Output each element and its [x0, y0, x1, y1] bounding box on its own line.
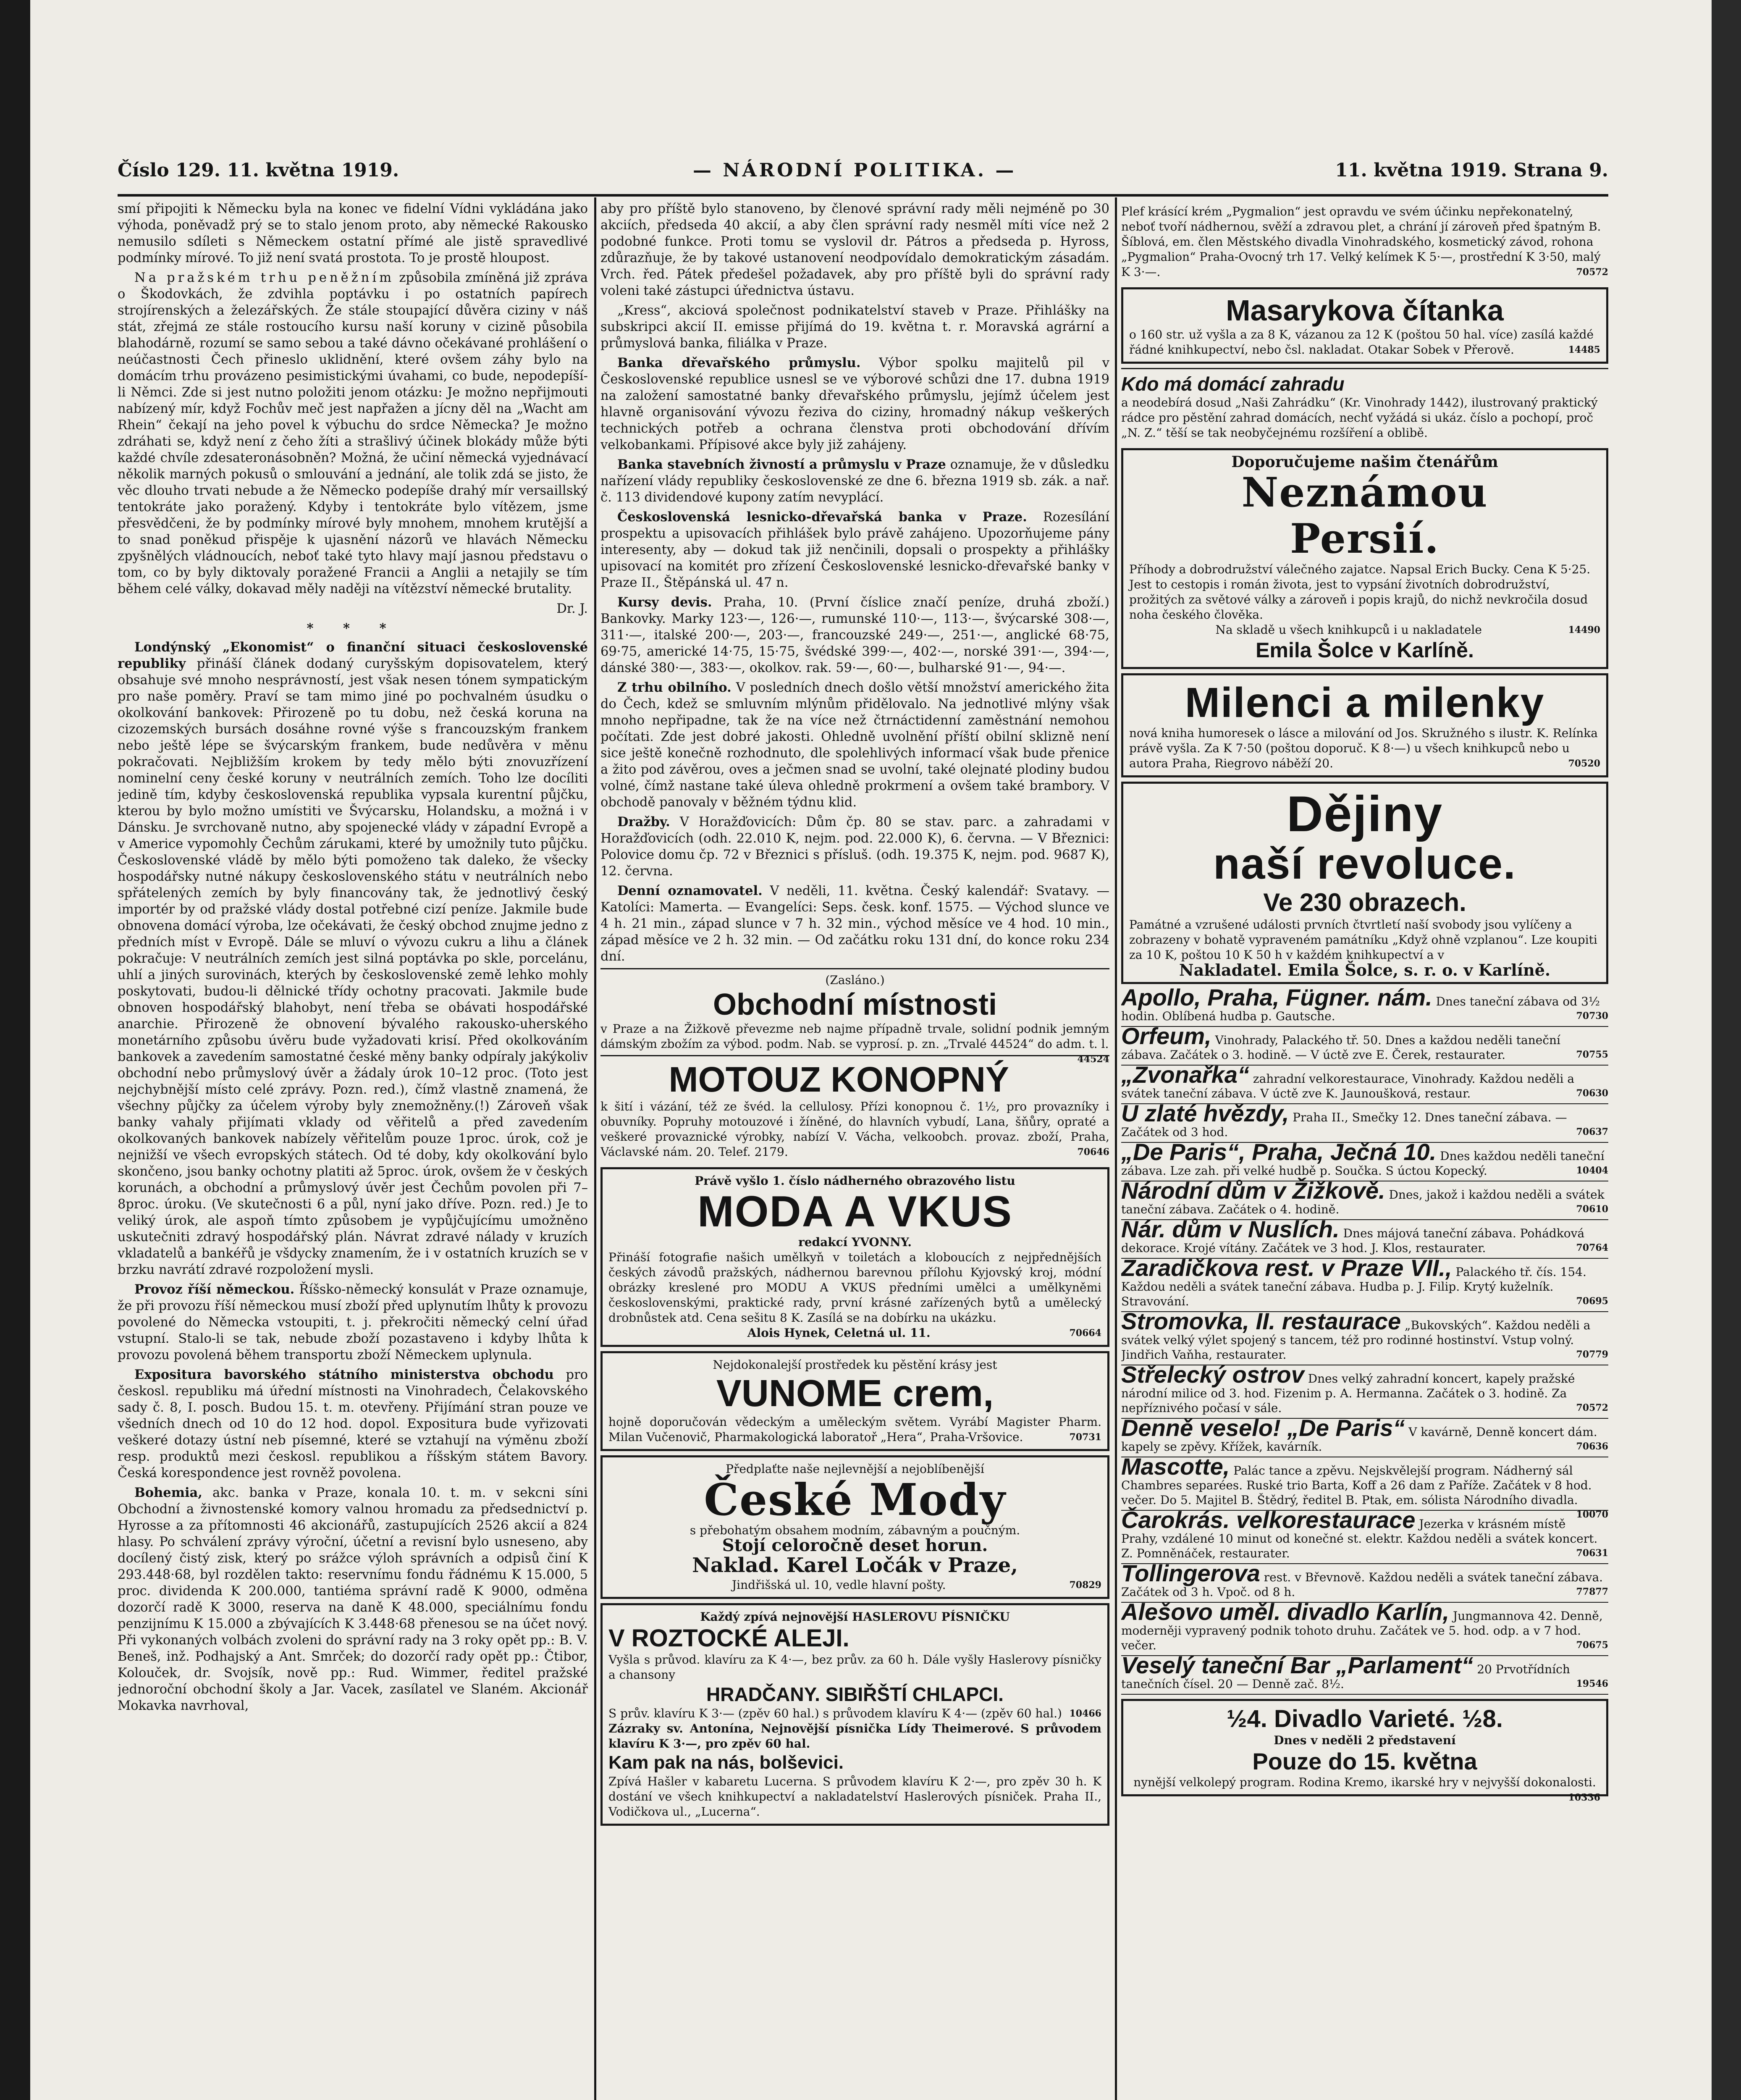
listing-ref: 70610: [1576, 1204, 1608, 1215]
article-bohemia-text: akc. banka v Praze, konala 10. t. m. v sekcni síni Obchodní a živnostenské komory valnou hromadu za předsednictví p. Hyrosse a za přítomnosti 46 akcionářů, zastupujících 2526 akcií a 824 hlasy. Po schválení zprávy výroční, účetní a revisní bylo usneseno, aby docílený čistý zisk, který po srážce výloh správních a odpisů činí K 293.448·68, byl rozdělen takto: reservnímu fondu řádnému K 15.000, 5 proc. dividenda K 200.000, tantiéma správní radě K 9000, odměna dozorčí radě K 3000, reserva na daně K 48.000, speciálnímu fondu penzijnímu K 15.000 a zbývajících K 3.448·68 přenesou se na účet nový. Při vykonaných volbách zvoleni do správní rady na 3 roky opět pp.: B. V. Beneš, inž. Podhajský a Ant. Smrček; do dozorčí rady opět pp.: Čtibor, Kolouček, dr. Svojsík, nově pp.: Rud. Wimmer, ředitel pražské jednoroční obchodní školy a Jar. Vacek, zasílatel ve Slaném. Akcionář Mokavka navrhoval,: [118, 1486, 588, 1713]
ad-text: [600, 1021, 1109, 1065]
article-economist-lead: Londýnský „Ekonomist“ o finanční situaci československé republiky: [118, 640, 588, 671]
article-continuation: smí připojiti k Německu byla na konec ve fidelní Vídni vykládána jako výhoda, poněvadž prý se to stalo jenom proto, aby německé Rakousko nemusilo sdíleti s Německem ostatní přímé ale jistě spravedlivé podmínky mírové. To již není svatá prostota. To je prostě hloupost.: [118, 202, 588, 265]
listing-ref: 70779: [1576, 1349, 1608, 1360]
article-bavarian: [118, 1367, 588, 1481]
ad-publisher: Na skladě u všech knihkupců i u nakladatele: [1215, 623, 1482, 637]
ad-persie: [1121, 448, 1608, 669]
article-grain-text: V posledních dnech došlo větší množství amerického žita do Čech, kdež se smluvním mlýnům přidělovalo. Na jednotlivé mlýny však mnoho nepřipadne, tak že na více než čtrnáctidenní zaměstnání nemohou počítati. Zde jest dobré jakosti. Ohledně uvolnění příští obilní sklizně není sice ještě konečně rozhodnuto, dle spolehlivých informací však bude přenice a žito pod závěrou, oves a ječmen snad se uvolní, také olejnaté plodiny budou volné, čímž nastane také úleva ohledně prokrmení a ovšem také brambory. V obchodě panovaly v běžném týdnu klid.: [600, 680, 1109, 810]
listing-text: Dnes, jakož i každou neděli a svátek taneční zábava. Začátek o 4. hodině.: [1121, 1188, 1605, 1216]
ad-title-2: naší revoluce.: [1213, 840, 1516, 888]
ad-ref: 70572: [1576, 267, 1608, 278]
listing-name: „Zvonařka“: [1121, 1061, 1249, 1088]
article-market: [118, 270, 588, 597]
section-separator: * * *: [307, 621, 399, 636]
ad-publisher: [608, 1326, 1101, 1341]
ad-ref: 10336: [1568, 1792, 1600, 1803]
listing-text: „Bukovských“. Každou neděli a svátek velký výlet spojený s tancem, též pro rodinné hostinství. Vstup volný. Jindřich Vaňha, restaurater.: [1121, 1318, 1591, 1362]
listing-ref: 70630: [1576, 1088, 1608, 1099]
ad-masarykova: [1121, 287, 1608, 364]
listing-entry: [1121, 1100, 1608, 1143]
listing-ref: 77877: [1576, 1586, 1608, 1597]
column-rule-2: [1115, 197, 1117, 2100]
ad-ref: 70646: [1077, 1147, 1109, 1158]
listing-text: zahradní velkorestaurace, Vinohrady. Každou neděli a svátek taneční zábava. V úctě zve K. Jaunoušková, restaur.: [1121, 1072, 1575, 1100]
listing-entry: [1121, 1560, 1608, 1603]
ad-milenci: [1121, 673, 1608, 777]
ad-ref: 70664: [1069, 1328, 1101, 1339]
ad-hemp-twine: [600, 1055, 1109, 1163]
ad-ref: 70829: [1069, 1580, 1101, 1591]
listing-ref: 10404: [1576, 1165, 1608, 1176]
ad-price: Stojí celoročně deset horun.: [722, 1536, 988, 1555]
ad-publisher: Nakladatel. Emila Šolce, s. r. o. v Karlíně.: [1179, 961, 1551, 979]
ad-varieté: [1121, 1699, 1608, 1803]
page-header: [118, 160, 1608, 189]
ad-body: Přináší fotografie našich umělkyň v toiletách a kloboucích z nejpřednějších českých závodů pražských, nádhernou barevnou přílohu Kyjovský kroj, módní obrázky kreslené pro MODU A VKUS předními umělci a umělkyněmi československými, praktické rady, první krásné zařízených bytů a umělecký drobnůstek atd. Cena sešitu 8 K. Zasílá se na dobírku na ukázku.: [608, 1250, 1101, 1325]
article-forestry-bank-text: Rozesílání prospektu a upisovacích přihlášek bylo právě zahájeno. Upozorňujeme pány interesenty, aby — dokud tak již nenčinili, dopsali o prospekty a přihlášky upisovací na komitét pro zřízení Československé lesnicko-dřevařské banky v Praze II., Štěpánská ul. 47 n.: [600, 510, 1109, 590]
scan-edge-left: [0, 0, 30, 2100]
ad-text: [1129, 726, 1600, 771]
ad-shop-premises: [600, 968, 1109, 1065]
ad-title: Milenci a milenky: [1185, 679, 1545, 726]
article-forestry-bank: [600, 509, 1109, 591]
listing-entry: [1121, 984, 1608, 1027]
entertainment-listings: [1121, 984, 1608, 1695]
listing-entry: [1121, 1308, 1608, 1365]
article-exchange-lead: Kursy devis.: [617, 595, 712, 610]
article-calendar: [600, 883, 1109, 965]
ad-body: nová kniha humoresek o lásce a milování od Jos. Skružného s ilustr. K. Relínka právě vyšla. Za K 7·50 (poštou doporuč. K 8·—) u všech knihkupců nebo u autora Praha, Riegrovo náběží 20.: [1129, 726, 1598, 770]
article-forestry-bank-lead: Československá lesnicko-dřevařská banka v Praze.: [617, 509, 1027, 525]
listing-text: V kavárně, Denně koncert dám. kapely se zpěvy. Křížek, kavárník.: [1121, 1425, 1597, 1454]
article-bohemia-lead: Bohemia,: [134, 1485, 202, 1500]
listing-entry: [1121, 1023, 1608, 1066]
listing-entry: [1121, 1415, 1608, 1457]
listing-ref: 70631: [1576, 1548, 1608, 1559]
ad-text: [1129, 327, 1600, 357]
listing-ref: 70755: [1576, 1049, 1608, 1060]
ad-pygmalion: [1121, 201, 1608, 283]
listing-name: „De Paris“, Praha, Ječná 10.: [1121, 1139, 1437, 1165]
article-transit: [118, 1281, 588, 1363]
ad-address-line: [608, 1578, 1101, 1593]
listing-entry: [1121, 1507, 1608, 1564]
listing-entry: [1121, 1139, 1608, 1181]
ad-editor: redakcí YVONNY.: [798, 1235, 912, 1249]
ad-title-1: Neznámou: [1241, 469, 1488, 516]
article-building-bank: [600, 457, 1109, 506]
listing-ref: 70637: [1576, 1126, 1608, 1137]
ad-body: Příhody a dobrodružství válečného zajatce. Napsal Erich Bucky. Cena K 5·25. Jest to cestopis i román života, jest to vypsání životních dobrodružství, prožitých za světové války a zároveň i popis krajů, do nichž nevkročila dosud noha českého člověka.: [1129, 562, 1591, 622]
ad-headline: Pouze do 15. května: [1252, 1748, 1477, 1774]
listing-name: Orfeum,: [1121, 1023, 1211, 1049]
ad-title: České Mody: [704, 1474, 1006, 1525]
ad-text: [600, 1099, 1109, 1160]
ad-text: [608, 1415, 1101, 1445]
ad-vunome: [600, 1351, 1109, 1451]
listing-entry: [1121, 1361, 1608, 1419]
ad-address: Jindřišská ul. 10, vedle hlavní pošty.: [732, 1578, 946, 1592]
listing-ref: 19546: [1576, 1678, 1608, 1689]
listing-name: Apollo, Praha, Fügner. nám.: [1121, 984, 1432, 1011]
ad-ref: 14485: [1568, 344, 1600, 355]
ad-top: Právě vyšlo 1. číslo nádherného obrazového listu: [695, 1174, 1015, 1188]
ad-title: Kdo má domácí zahradu: [1121, 373, 1345, 395]
listing-name: Střelecký ostrov: [1121, 1361, 1304, 1388]
listing-name: Čarokrás. velkorestaurace: [1121, 1507, 1416, 1533]
header-issue-date: [118, 160, 399, 181]
listing-text: Dnes májová taneční zábava. Pohádková dekorace. Krojé vítány. Začátek ve 3 hod. J. Klos, restaurater.: [1121, 1226, 1585, 1255]
ad-text-e: Kam pak na nás, bolševici.: [608, 1752, 844, 1773]
article-market-lead: Na pražském trhu peněžním: [134, 270, 395, 285]
article-exchange-text: Praha, 10. (První číslice značí peníze, druhá zboží.) Bankovky. Marky 123·—, 126·—, rumunské 110·—, 113·—, švýcarské 308·—, 311·—, italské 200·—, 203·—, francouzské 249·—, 251·—, anglické 68·75, 69·75, americké 14·75, 15·75, švédské 399·—, 402·—, norské 391·—, 394·—, dánské 380·—, 383·—, okolkov. rak. 59·—, 60·—, bulharské 91·—, 94·—.: [600, 595, 1109, 675]
ad-title: MOTOUZ KONOPNÝ: [669, 1060, 1009, 1099]
header-right: [1335, 160, 1608, 181]
article-calendar-text: V neděli, 11. května. Český kalendář: Svatavy. — Katolíci: Mamerta. — Evangelíci: Seps. česk. konf. 1575. — Východ slunce ve 4 h. 21 min., západ slunce v 7 h. 32 min., východ měsíce ve 4 hod. 10 min., západ měsíce ve 2 h. 32 min. — Od začátku roku 131 dní, do konce roku 234 dní.: [600, 884, 1109, 964]
ad-text-f: Zpívá Hašler v kabaretu Lucerna. S průvodem klavíru K 2·—, pro zpěv 30 h. K dostání ve všech knihkupectví a nakladatelství Haslerových písniček. Praha II., Vodičkova ul., „Lucerna“.: [608, 1774, 1101, 1819]
ad-title-1: Dějiny: [1286, 786, 1443, 842]
listing-name: Denně veselo! „De Paris“: [1121, 1415, 1405, 1441]
ad-body: Plef krásící krém „Pygmalion“ jest opravdu ve svém účinku nepřekonatelný, neboť tvoří nádhernou, svěží a zdravou plet, a chrání jí zároveň před špatným B. Šíblová, em. člen Městského divadla Vinohradského, kosmetický závod, rohona „Pygmalion“ Praha-Ovocný trh 17. Velký kelímek K 5·—, prostřední K 3·50, malý K 3·—.: [1121, 205, 1601, 279]
ad-top: Každý zpívá nejnovější HASLEROVU PÍSNIČKU: [700, 1610, 1010, 1624]
ad-body: a neodebírá dosud „Naši Zahrádku“ (Kr. Vinohrady 1442), ilustrovaný praktický rádce pro pěstění zahrad domácích, nechť vyžádá si ukáz. číslo a pochopí, proč „N. Z.“ těší se tak neobyčejnému rozšíření a oblibě.: [1121, 396, 1598, 440]
ad-publisher: Naklad. Karel Ločák v Praze,: [692, 1554, 1018, 1577]
ad-publisher-2: Emila Šolce v Karlíně.: [1256, 638, 1474, 662]
right-column: [1121, 201, 1608, 2100]
article-building-bank-text: oznamuje, že v důsledku nařízení vlády republiky československé ze dne 6. března 1919 sb. zák. a nař. č. 113 dividendové kupony zatím nevyplácí.: [600, 457, 1109, 505]
ad-publisher-name: Alois Hynek, Celetná ul. 11.: [747, 1326, 931, 1340]
ad-sub: Dnes v neděli 2 představení: [1274, 1733, 1456, 1747]
article-bohemia: [118, 1485, 588, 1714]
listing-text: Dnes každou neděli taneční zábava. Lze zah. při velké hudbě p. Součka. S úctou Kopecký.: [1121, 1149, 1605, 1178]
middle-column: [600, 201, 1109, 2100]
ad-moda-a-vkus: [600, 1167, 1109, 1347]
listing-name: Alešovo uměl. divadlo Karlín,: [1121, 1599, 1450, 1625]
ad-title: Obchodní místnosti: [713, 988, 997, 1021]
ad-ref: 70731: [1069, 1432, 1101, 1443]
ad-ref: 14490: [1568, 625, 1600, 635]
ad-garden: [1121, 368, 1608, 444]
ad-title: Masarykova čítanka: [1226, 294, 1504, 327]
listing-ref: 70730: [1576, 1011, 1608, 1021]
article-wood-bank-text: Výbor spolku majitelů pil v Československé republice usnesl se ve výborové schůzi dne 17. dubna 1919 na založení samostatné banky dřevařského průmyslu, jejímž účelem jest hlavně organisování vývozu řeziva do ciziny, hromadný nákup veškerých technických potřeb a ochrana členstva proti obchodování dřívím velkobankami. Přípisové akce byly již zahájeny.: [600, 356, 1109, 452]
ad-ceske-mody: [600, 1455, 1109, 1599]
article-calendar-lead: Denní oznamovatel.: [617, 883, 763, 898]
listing-text: Dnes velký zahradní koncert, kapely pražské národní milice od 3. hod. Fizenim p. A. Hermanna. Začátek o 3. hodině. Za nepříznivého počasí v sále.: [1121, 1372, 1575, 1415]
article-grain: [600, 680, 1109, 811]
article-auctions: [600, 814, 1109, 879]
ad-title-3: Ve 230 obrazech.: [1263, 888, 1466, 916]
listing-ref: 70675: [1576, 1640, 1608, 1651]
listing-text: 20 Prvotřídních tanečních čísel. 20 — Denně zač. 8½.: [1121, 1662, 1570, 1691]
ad-title: VUNOME crem,: [716, 1373, 994, 1415]
ad-text-a: Vyšla s průvod. klavíru za K 4·—, bez prův. za 60 h. Dále vyšly Haslerovy písničky a chansony: [608, 1653, 1101, 1682]
listing-text: Dnes taneční zábava od 3½ hodin. Oblíbená hudba p. Gautsche.: [1121, 995, 1600, 1023]
listing-name: Zaradičkova rest. v Praze VII.,: [1121, 1255, 1452, 1281]
article-signature: Dr. J.: [556, 601, 588, 616]
ad-ref: 70520: [1568, 758, 1600, 769]
listing-text: Jungmannova 42. Denně, moderněji vypravený podnik tohoto druhu. Začátek ve 5. hod. odp. a v 7 hod. večer.: [1121, 1609, 1603, 1652]
article-bavarian-lead: Expositura bavorského státního ministerstva obchodu: [134, 1367, 554, 1382]
ad-ref: 44524: [1077, 1054, 1109, 1065]
article-building-bank-lead: Banka stavebních živností a průmyslu v Praze: [617, 457, 946, 472]
listing-entry: [1121, 1177, 1608, 1220]
listing-text: Palác tance a zpěvu. Nejskvělejší program. Nádherný sál Chambres separées. Ruské trio Barta, Koff a 26 dam z Paříže. Začátek v 8 hod. večer. Do 5. Majitel B. Štědrý, ředitel B. Ptak, em. sólista Národního divadla.: [1121, 1464, 1592, 1507]
ad-text-c: S prův. klavíru K 3·— (zpěv 60 hal.) s průvodem klavíru K 4·— (zpěv 60 hal.): [608, 1706, 1062, 1720]
masthead: — NÁRODNÍ POLITIKA. —: [693, 160, 1017, 181]
listing-entry: [1121, 1216, 1608, 1259]
ad-body: k šití i vázání, též ze švéd. la cellulosy. Přízi konopnou č. 1½, pro provazníky i obuvníky. Popruhy motouzové i žíněné, do hlavních vybudí, Lana, šňůry, opraté a veškeré provaznické výrobky, nabízí V. Vácha, velkoobch. provaz. zboží, Praha, Václavské nám. 20. Telef. 2179.: [600, 1100, 1109, 1159]
listing-ref: 10070: [1576, 1509, 1608, 1520]
article-transit-text: Říšsko-německý konsulát v Praze oznamuje, že při provozu říší německou musí zboží před uplynutím lhůty k provozu povolené do Německa vstoupiti, t. j. překročiti německý celní úřad vstupní. Stalo-li se tak, nebude zboží pozastaveno i kdyby lhůta k provozu povolená během transportu zboží Německem uplynula.: [118, 1282, 588, 1362]
listing-entry: [1121, 1061, 1608, 1104]
ad-top: Doporučujeme našim čtenářům: [1231, 453, 1498, 471]
listing-name: Národní dům v Žižkově.: [1121, 1177, 1385, 1204]
ad-title: MODA A VKUS: [697, 1187, 1012, 1236]
listing-name: Veselý taneční Bar „Parlament“: [1121, 1652, 1474, 1678]
ad-top: Nejdokonalejší prostředek ku pěstění krásy jest: [713, 1358, 997, 1372]
listing-text: Praha II., Smečky 12. Dnes taneční zábava. — Začátek od 3 hod.: [1121, 1110, 1567, 1139]
scan-edge-right: [1712, 0, 1741, 2100]
listing-text: Palackého tř. čís. 154. Každou neděli a svátek taneční zábava. Hudba p. J. Filip. Krytý kuželník. Stravování.: [1121, 1265, 1586, 1308]
ad-publisher-line: [1129, 622, 1600, 638]
listing-ref: 70695: [1576, 1296, 1608, 1307]
listing-name: Mascotte,: [1121, 1453, 1230, 1480]
ad-dejiny-revoluce: [1121, 782, 1608, 984]
listing-entry: [1121, 1652, 1608, 1695]
ad-title: V ROZTOCKÉ ALEJI.: [608, 1625, 850, 1652]
column-rule-1: [594, 197, 596, 2100]
article-economist-text: přináší článek dodaný curyšským dopisovatelem, který obsahuje své mnoho nesprávností, jest však nesen tónem sympatickým pro naše poměry. Praví se tam mimo jiné po pochvalném úsudku o okolkování bankovek: Přirozeně po tu dobu, než česká koruna na cizozemských bursách dosáhne rovné výše s francouzským frankem nebo ještě lépe se švýcarským frankem, bude nedůvěra v měnu pokračovati. Nejbližším krokem by tedy mělo býti znovuzřízení nominelní ceny české koruny v neutrálních zemích. Toho lze docíliti jedině tím, kdyby československá republika vypsala kurentní půjčku, kterou by bylo možno umístiti ve Švýcarsku, Holandsku, a možná i v Dánsku. Je svrchovaně nutno, aby spojenecké vlády v západní Evropě a v Americe vypomohly Čechům zárukami, které by umožnily tuto půjčku. Československé vládě by mělo býti pomoženo tak daleko, že všecky hospodářsky nutné nákupy československého státu v neutrálních nebo spřátelených zemích by byly financovány tak, že jednotlivý český importér by od pražské vlády dostal potřebné cizí peníze. Jakmile bude obnovena domácí výroba, lze očekávati, že český obchod znujme jedno z předních míst v Evropě. Dále se mluví o vývozu cukru a lihu a článek pokračuje: V neutrálních zemích jest silná poptávka po skle, porcelánu, uhlí a jiných surovinách, kterých by československé země lehko mohly poskytovati, budou-li dělnické třídy ochotny pracovati. Jakmile bude obnoven hospodářský blahobyt, není třeba se obávati hospodářské anarchie. Přirozeně že obnovení bývalého rakousko-uherského monetárního způsobu úvěru bude vyžadovati krisí. Před okolkováním bankovek a zavedením samostatné české měny banky odpíraly jakýkoliv obchodní nebo průmyslový úvěr a žádaly úrok 10–12 proc. (Toto jest nejchybnější místo celé zprávy. Pozn. red.), čímž vlastně znamená, že všechny půjčky za účelem výroby byly znemožněny.(!) Zároveň však banky vahaly přijímati vklady od věřitelů a před zavedením okolkovaných bankovek nabízely věřitelům pouze 1proc. úrok, což je nejnižší ve všech evropských státech. Od té doby, kdy okolkování bylo skončeno, jsou banky ochotny platiti až 5proc. úrok, ovšem že v českých korunách, a obchodní a průmyslový úvěr jest Čechům povolen při 7–8proc. úroku. (Ve skutečnosti 6 a půl, nyní jako dříve. Pozn. red.) Je to veliký úrok, ale aspoň tímto způsobem je vypůjčujícímu umožněno uskutečniti zdravý hospodářský plán. Návrat zdravé nálady v kruzích vkladatelů a bankéřů je všdycky znamením, že i v ostatních kruzích se v brzku navrátí zdravé rozpoložení mysli.: [118, 656, 588, 1277]
ad-ref: 10466: [1069, 1708, 1101, 1719]
ad-text-line: [1129, 1775, 1600, 1803]
ad-text-d: Zázraky sv. Antonína, Nejnovější písnička Lídy Theimerové. S průvodem klavíru K 3·—, pro zpěv 60 hal.: [608, 1722, 1101, 1751]
listing-name: Tollingerova: [1121, 1560, 1260, 1586]
listing-name: Stromovka, II. restaurace: [1121, 1308, 1401, 1334]
header-rule: [118, 194, 1608, 197]
listing-text: rest. v Břevnově. Každou neděli a svátek taneční zábava. Začátek od 3 h. Vpoč. od 8 h.: [1121, 1570, 1603, 1599]
article-auctions-text: V Horažďovicích: Dům čp. 80 se stav. parc. a zahradami v Horažďovicích (odh. 22.010 K, nejm. pod. 22.000 K), 6. června. — V Březnici: Polovice domu čp. 72 v Březnici s přísluš. (odh. 19.375 K, nejm. pod. 9687 K), 12. června.: [600, 815, 1109, 879]
listing-entry: [1121, 1255, 1608, 1312]
header-date-right: 11. května 1919.: [1335, 160, 1508, 181]
article-exchange: [600, 594, 1109, 676]
header-date-left: 11. května 1919.: [227, 160, 399, 181]
ad-body: hojně doporučován vědeckým a uměleckým světem. Vyrábí Magister Pharm. Milan Vučenovič, Pharmakologická laboratoř „Hera“, Praha-Vršovice.: [608, 1415, 1101, 1444]
listing-ref: 70572: [1576, 1402, 1608, 1413]
listing-entry: [1121, 1599, 1608, 1656]
article-kress: „Kress“, akciová společnost podnikatelství staveb v Praze. Přihlášky na subskripci akcií II. emisse přijímá do 19. května t. r. Moravská agrární a průmyslová banka, filiálka v Praze.: [600, 303, 1109, 351]
ad-title-2: Persií.: [1290, 515, 1439, 562]
ad-sub: s přebohatým obsahem modním, zábavným a poučným.: [690, 1523, 1020, 1537]
listing-text: Vinohrady, Palackého tř. 50. Dnes a každou neděli taneční zábava. Začátek o 3. hodině. — V úctě zve E. Čerek, restaurater.: [1121, 1033, 1561, 1062]
article-wood-bank-lead: Banka dřevařského průmyslu.: [617, 355, 861, 370]
ad-body: Památné a vzrušené události prvních čtvrtletí naší svobody jsou vylíčeny a zobrazeny v bohatě vypraveném památníku „Když ohně vzplanou“. Lze koupiti za 10 K, poštou 10 K 50 h v každém knihkupectví a v: [1129, 918, 1597, 962]
article-wood-bank: [600, 355, 1109, 453]
ad-tag: (Zasláno.): [825, 973, 885, 987]
listing-name: U zlaté hvězdy,: [1121, 1100, 1289, 1126]
ad-top: Předplaťte naše nejlevnější a nejoblíbenější: [726, 1462, 984, 1476]
ad-body: nynější velkolepý program. Rodina Kremo, ikarské hry v nejvyšší dokonalosti.: [1133, 1775, 1596, 1789]
article-auctions-lead: Dražby.: [617, 814, 670, 830]
article-economist: [118, 639, 588, 1278]
left-column: [118, 201, 588, 2100]
article-bohemia-cont: aby pro příště bylo stanoveno, by členové správní rady měli nejméně po 30 akciích, předseda 40 akcií, a aby člen správní rady nesměl míti více než 2 podobné funkce. Proti tomu se vyslovil dr. Pátros a předseda p. Hyross, zdůrazňuje, že by takové ustanovení neodpovídalo demokratickým zásadám. Vrch. řed. Pátek předešel požadavek, aby pro příště byli do správní rady voleni také zástupci úřednictva ústavu.: [600, 202, 1109, 298]
listing-ref: 70636: [1576, 1441, 1608, 1452]
ad-body: o 160 str. už vyšla a za 8 K, vázanou za 12 K (poštou 50 hal. více) zasílá každé řádné knihkupectví, nebo čsl. nakladat. Otakar Sobek v Přerově.: [1129, 328, 1594, 357]
article-grain-lead: Z trhu obilního.: [617, 680, 732, 695]
article-bavarian-text: pro českosl. republiku má úřední místnosti na Vinohradech, Čelakovského sady č. 8, I. posch. Budou 15. t. m. otevřeny. Přijímání stran pouze ve všedních dnech od 10 do 12 hod. dopol. Expositura bude vyřizovati veškeré dotazy ústní neb písemné, které se vztahují na výměnu zboží resp. produktů mezi českosl. republikou a říšským státem Bavory. Česká korespondence jest rovněž povolena.: [118, 1368, 588, 1480]
issue-number: Číslo 129.: [118, 160, 221, 181]
article-market-text: způsobila zmíněná již zpráva o Škodovkách, že zdvihla poptávku i po ostatních papírech strojírenských a železářských. Že stále stoupající důvěra ciziny v náš stát, zřejmá ze stále rostoucího kursu naší koruny v cizině působila blahodárně, rozumí se samo sebou a také dávno očekávané prohlášení o neúčastnosti Čech přineslo uklidnění, které ovšem záhy bylo na domácím trhu provázeno pesimistickými úvahami, co bude, nepodepíší-li Němci. Zde si jest nutno položiti jenom otázku: Je možno nepřijmouti nabízený mír, když Fochův meč jest napřažen a jícny děl na „Wacht am Rhein“ čekají na jeho povel k výbuchu do srdce Německa? Je možno zdráhati se, když není z čeho žíti a strašlivý účinek blokády může býti každé chvíle zdesateronásobněn? Možná, že učiní německá vyjednávací několik marných pokusů o smlouvání a jednání, ale tolik zdá se jisto, že věc dlouho trvati nebude a že Německo podepíše drahý mír versaillský tentokráte jako poražený. Kdyby i tentokráte bylo vítězem, jsme přesvědčeni, že by podmínky mírové byly mnohem, mnohem krutější a to snad poněkud přispěje k ujasnění názorů ve hlavách Německu zpyšnělých vládnoucích, neboť také tyto hlavy mají jasnou představu o tom, co by byly diktovaly poražené Francii a Anglii a netajily se tím během celé války, dokavad měly naději na vítězství německé brutality.: [118, 270, 588, 596]
ad-hasler-songs: [600, 1603, 1109, 1826]
article-transit-lead: Provoz říší německou.: [134, 1282, 295, 1297]
ad-title: ½4. Divadlo Varieté. ½8.: [1227, 1705, 1503, 1732]
ad-body: v Praze a na Žižkově převezme neb najme případně trvale, solidní podnik jemným dámským zbožím za výbod. podm. Nab. se vyprosí. p. zn. „Trvalé 44524“ do adm. t. l.: [600, 1022, 1109, 1051]
listing-text: Jezerka v krásném místě Prahy, vzdálené 10 minut od konečné st. elektr. Každou neděli a svátek koncert. Z. Pomněnáček, restaurater.: [1121, 1517, 1598, 1560]
listing-ref: 70764: [1576, 1242, 1608, 1253]
page-number: Strana 9.: [1513, 160, 1608, 181]
ad-text-b: HRADČANY. SIBIŘŠTÍ CHLAPCI.: [706, 1683, 1004, 1705]
ad-text-c-line: [608, 1706, 1101, 1721]
listing-name: Nár. dům v Nuslích.: [1121, 1216, 1340, 1242]
